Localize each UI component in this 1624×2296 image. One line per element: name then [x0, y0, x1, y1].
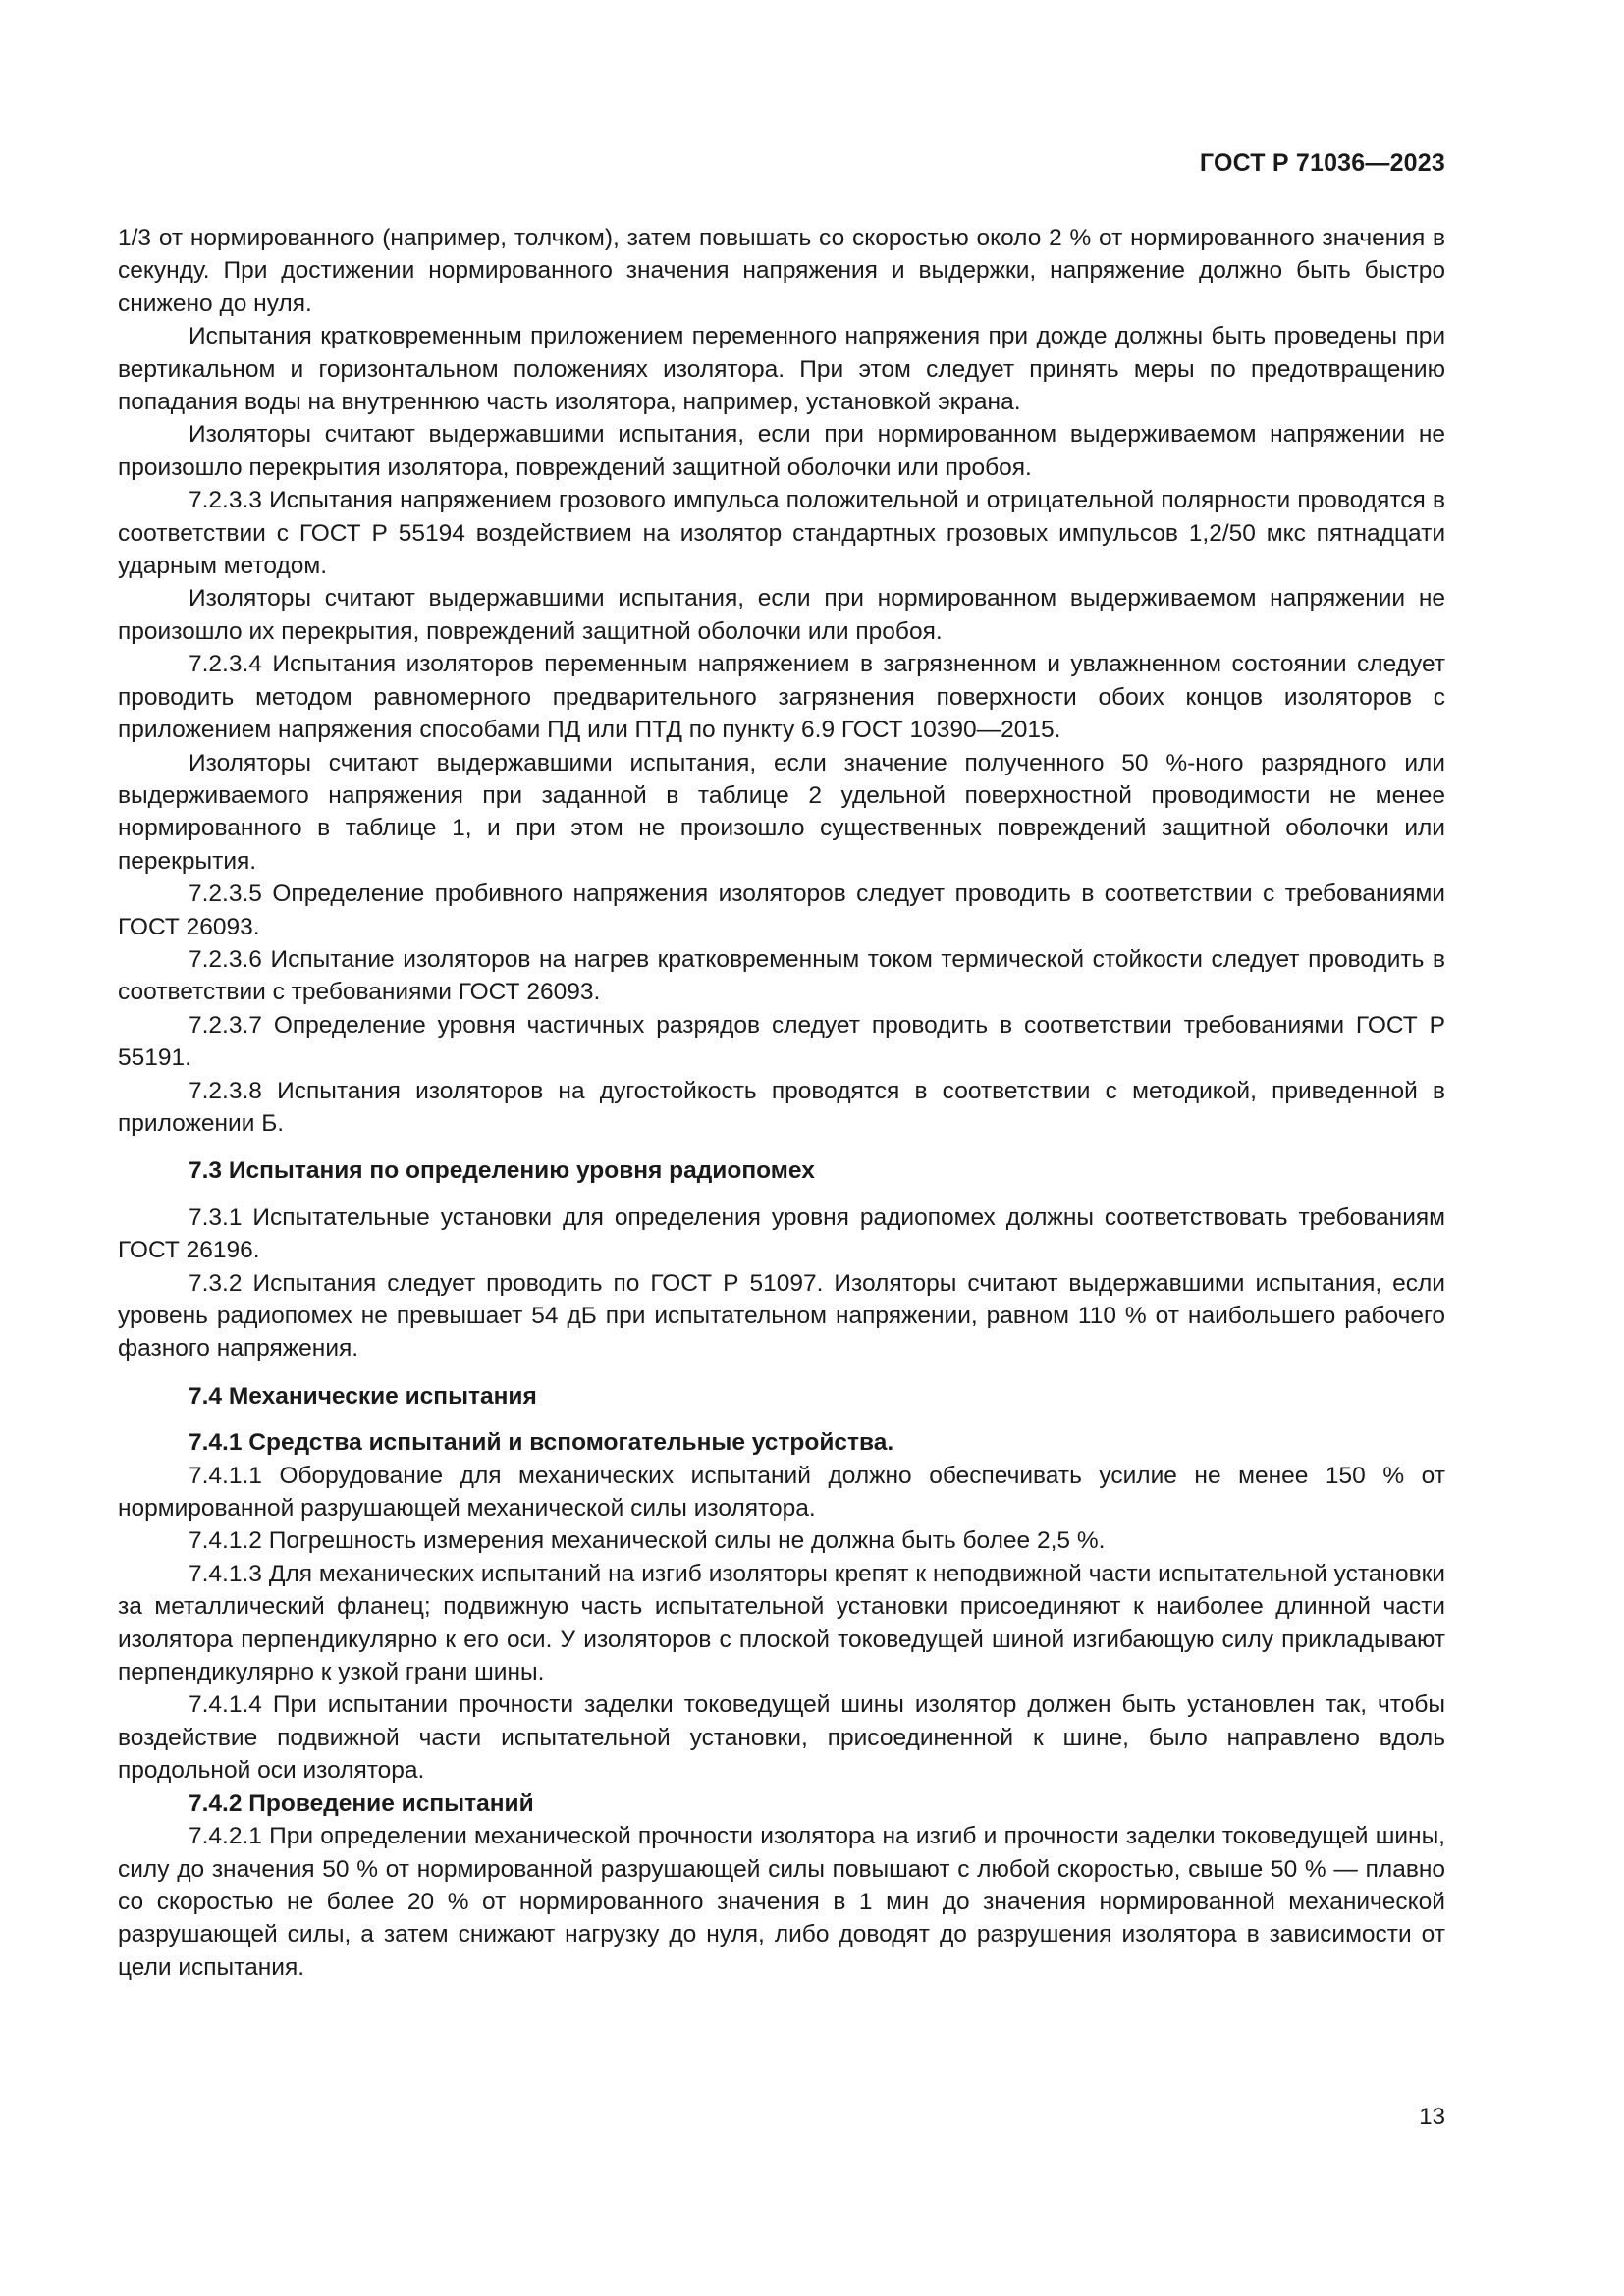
page-body: [118, 222, 1445, 1984]
subsection-heading-7-4-1: 7.4.1 Средства испытаний и вспомогательные устройства.: [189, 1429, 894, 1457]
paragraph: 7.3.1 Испытательные установки для определения уровня радиопомех должны соответствовать требованиям ГОСТ 26196.: [118, 1203, 1445, 1264]
paragraph: 7.4.2.1 При определении механической прочности изолятора на изгиб и прочности заделки токоведущей шины, силу до значения 50 % от нормированной разрушающей силы повышают с любой скоростью, свыше 50 % — плавно со скоростью не более 20 % от нормированного значения в 1 мин до значения нормированной механической разрушающей силы, а затем снижают нагрузку до нуля, либо доводят до разрушения изолятора в зависимости от цели испытания.: [118, 1823, 1445, 1981]
paragraph: 7.4.1.3 Для механических испытаний на изгиб изоляторы крепят к неподвижной части испытательной установки за металлический фланец; подвижную часть испытательной установки присоединяют к наиболее длинной части изолятора перпендикулярно к его оси. У изоляторов с плоской токоведущей шиной изгибающую силу прикладывают перпендикулярно к узкой грани шины.: [118, 1560, 1445, 1686]
paragraph: 7.2.3.6 Испытание изоляторов на нагрев кратковременным током термической стойкости следует проводить в соответствии с требованиями ГОСТ 26093.: [118, 945, 1445, 1006]
paragraph: 7.2.3.4 Испытания изоляторов переменным напряжением в загрязненном и увлажненном состоянии следует проводить методом равномерного предварительного загрязнения поверхности обоих концов изоляторов с приложением напряжения способами ПД или ПТД по пункту 6.9 ГОСТ 10390—2015.: [118, 651, 1445, 744]
paragraph: 7.2.3.8 Испытания изоляторов на дугостойкость проводятся в соответствии с методикой, приведенной в приложении Б.: [118, 1077, 1445, 1137]
subsection-heading-7-4-2: 7.4.2 Проведение испытаний: [189, 1789, 534, 1817]
page-number: 13: [1419, 2104, 1445, 2130]
paragraph: 7.4.1.2 Погрешность измерения механической силы не должна быть более 2,5 %.: [189, 1527, 1106, 1555]
section-heading-7-4: 7.4 Механические испытания: [189, 1382, 537, 1410]
paragraph: 1/3 от нормированного (например, толчком), затем повышать со скоростью около 2 % от нормированного значения в секунду. При достижении нормированного значения напряжения и выдержки, напряжение должно быть быстро снижено до нуля.: [118, 225, 1445, 317]
paragraph: 7.4.1.1 Оборудование для механических испытаний должно обеспечивать усилие не менее 150 % от нормированной разрушающей механической силы изолятора.: [118, 1462, 1445, 1522]
paragraph: Изоляторы считают выдержавшими испытания, если при нормированном выдерживаемом напряжении не произошло их перекрытия, повреждений защитной оболочки или пробоя.: [118, 585, 1445, 645]
paragraph: Испытания кратковременным приложением переменного напряжения при дожде должны быть проведены при вертикальном и горизонтальном положениях изолятора. При этом следует принять меры по предотвращению попадания воды на внутреннюю часть изолятора, например, установкой экрана.: [118, 323, 1445, 416]
document-header: ГОСТ Р 71036—2023: [1199, 149, 1445, 177]
paragraph: 7.3.2 Испытания следует проводить по ГОСТ Р 51097. Изоляторы считают выдержавшими испытания, если уровень радиопомех не превышает 54 дБ при испытательном напряжении, равном 110 % от наибольшего рабочего фазного напряжения.: [118, 1269, 1445, 1362]
paragraph: Изоляторы считают выдержавшими испытания, если при нормированном выдерживаемом напряжении не произошло перекрытия изолятора, повреждений защитной оболочки или пробоя.: [118, 421, 1445, 481]
paragraph: 7.2.3.5 Определение пробивного напряжения изоляторов следует проводить в соответствии с требованиями ГОСТ 26093.: [118, 881, 1445, 940]
paragraph: 7.2.3.7 Определение уровня частичных разрядов следует проводить в соответствии требованиями ГОСТ Р 55191.: [118, 1011, 1445, 1072]
section-heading-7-3: 7.3 Испытания по определению уровня радиопомех: [189, 1157, 815, 1185]
paragraph: 7.2.3.3 Испытания напряжением грозового импульса положительной и отрицательной полярности проводятся в соответствии с ГОСТ Р 55194 воздействием на изолятор стандартных грозовых импульсов 1,2/50 мкс пятнадцати ударным методом.: [118, 487, 1445, 580]
paragraph: Изоляторы считают выдержавшими испытания, если значение полученного 50 %-ного разрядного или выдерживаемого напряжения при заданной в таблице 2 удельной поверхностной проводимости не менее нормированного в таблице 1, и при этом не произошло существенных повреждений защитной оболочки или перекрытия.: [118, 749, 1445, 875]
paragraph: 7.4.1.4 При испытании прочности заделки токоведущей шины изолятор должен быть установлен так, чтобы воздействие подвижной части испытательной установки, присоединенной к шине, было направлено вдоль продольной оси изолятора.: [118, 1691, 1445, 1785]
